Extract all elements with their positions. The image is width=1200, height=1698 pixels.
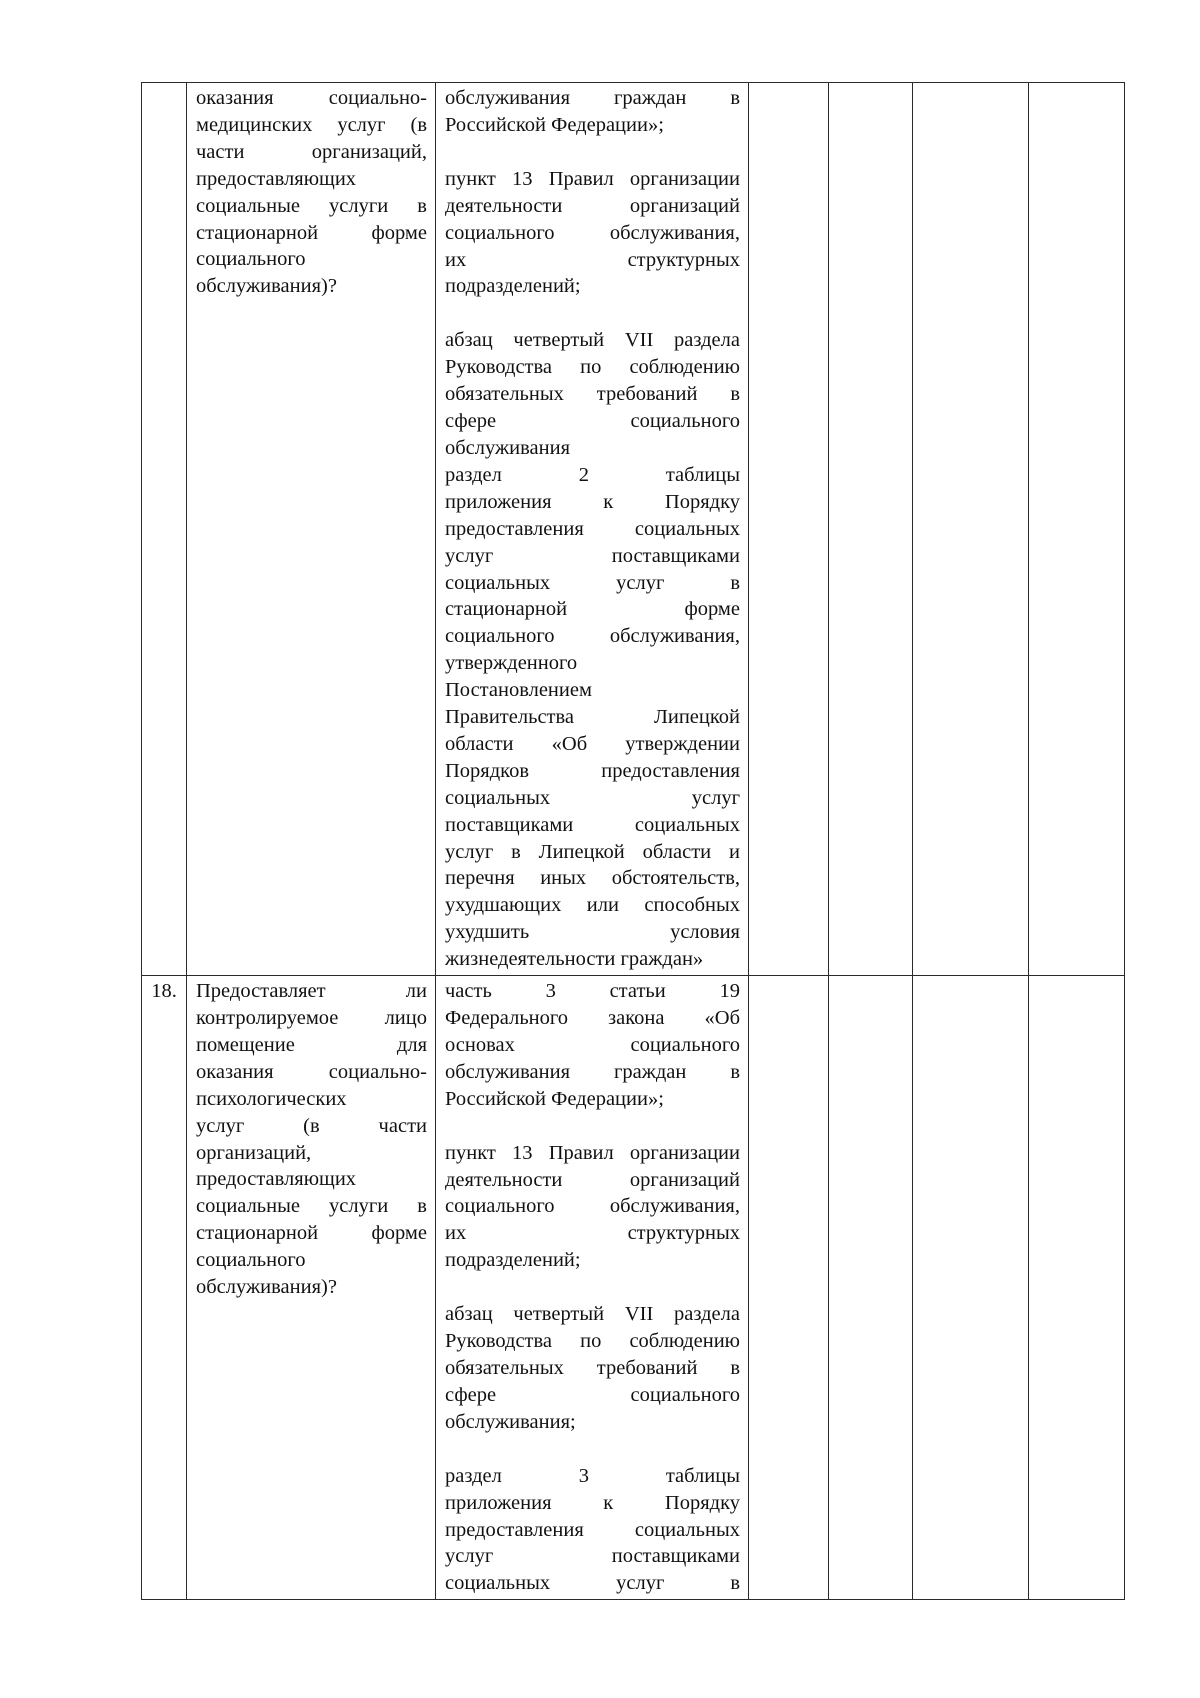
reference-paragraph — [445, 978, 740, 1113]
text-line: оказания социально- — [196, 87, 427, 109]
text-line: помещение для — [196, 1033, 427, 1056]
checklist-table — [141, 82, 1125, 1600]
text-line: предоставляющих — [196, 1168, 357, 1191]
text-line: социальные услуги в — [196, 194, 427, 217]
text-line: Российской Федерации»; — [445, 1087, 664, 1110]
text-line: обслуживания граждан в — [445, 1060, 740, 1083]
legal-reference-cell — [436, 976, 749, 1600]
row-number: 18. — [151, 980, 177, 1003]
text-line: пункт 13 Правил организации — [445, 1141, 740, 1164]
text-line: услуг (в части — [196, 1114, 427, 1137]
text-line: социальных услуг в — [445, 1572, 740, 1595]
text-line: перечня иных обстоятельств, — [445, 867, 740, 890]
text-line: Порядков предоставления — [445, 759, 740, 782]
text-line: часть 3 статьи 19 — [445, 980, 740, 1003]
text-line: организаций, — [196, 1141, 312, 1164]
text-line: услуг поставщиками — [445, 544, 740, 567]
text-line: социального обслуживания, — [445, 221, 740, 244]
text-line: психологических — [196, 1087, 347, 1110]
question-text — [196, 85, 427, 300]
question-cell — [187, 83, 436, 976]
text-line: обслуживания; — [445, 1410, 576, 1433]
text-line: приложения к Порядку — [445, 490, 740, 513]
text-line: Постановлением — [445, 679, 592, 702]
text-line: социальных услуг в — [445, 571, 740, 594]
text-line: абзац четвертый VII раздела — [445, 329, 740, 352]
text-line: подразделений; — [445, 275, 581, 298]
text-line: услуг поставщиками — [445, 1545, 740, 1568]
question-cell — [187, 976, 436, 1600]
text-line: сфере социального — [445, 410, 740, 433]
question-text — [196, 978, 427, 1301]
text-line: стационарной форме — [196, 221, 427, 244]
empty-cell — [913, 976, 1029, 1600]
text-line: жизнедеятельности граждан» — [445, 948, 704, 971]
reference-paragraph — [445, 327, 740, 973]
text-line: подразделений; — [445, 1249, 581, 1272]
text-line: социального — [196, 1249, 306, 1272]
text-line: обслуживания — [445, 436, 571, 459]
text-line: Предоставляет ли — [196, 980, 427, 1003]
text-line: предоставления социальных — [445, 517, 740, 540]
text-line: деятельности организаций — [445, 1168, 740, 1191]
empty-cell — [1029, 83, 1125, 976]
text-line: ухудшить условия — [445, 921, 740, 944]
text-line: социального обслуживания, — [445, 625, 740, 648]
text-line: приложения к Порядку — [445, 1491, 740, 1514]
text-line: медицинских услуг (в — [196, 113, 427, 136]
empty-cell — [749, 976, 829, 1600]
text-line: Руководства по соблюдению — [445, 1330, 740, 1353]
text-line: абзац четвертый VII раздела — [445, 1303, 740, 1326]
text-line: социального обслуживания, — [445, 1195, 740, 1218]
reference-paragraph — [445, 1301, 740, 1436]
empty-cell — [1029, 976, 1125, 1600]
text-line: основах социального — [445, 1033, 740, 1056]
text-line: части организаций, — [196, 140, 427, 163]
text-line: поставщиками социальных — [445, 813, 740, 836]
text-line: предоставления социальных — [445, 1518, 740, 1541]
reference-paragraph — [445, 166, 740, 301]
text-line: утвержденного — [445, 652, 578, 675]
table-row — [142, 976, 1125, 1600]
text-line: обязательных требований в — [445, 1356, 740, 1379]
text-line: Российской Федерации»; — [445, 113, 664, 136]
text-line: социального — [196, 248, 306, 271]
text-line: стационарной форме — [445, 598, 740, 621]
reference-paragraph — [445, 85, 740, 139]
text-line: контролируемое лицо — [196, 1007, 427, 1029]
text-line: обслуживания)? — [196, 275, 337, 298]
legal-reference-cell — [436, 83, 749, 976]
text-line: стационарной форме — [196, 1222, 427, 1245]
row-number-cell — [142, 976, 187, 1600]
reference-paragraph — [445, 1463, 740, 1598]
text-line: обслуживания)? — [196, 1276, 337, 1299]
text-line: обслуживания граждан в — [445, 87, 740, 109]
row-number-cell — [142, 83, 187, 976]
text-line: социальных услуг — [445, 786, 740, 809]
table-row — [142, 83, 1125, 976]
text-line: их структурных — [445, 248, 740, 271]
text-line: ухудшающих или способных — [445, 894, 740, 917]
text-line: услуг в Липецкой области и — [445, 840, 740, 863]
text-line: предоставляющих — [196, 167, 357, 190]
text-line: их структурных — [445, 1222, 740, 1245]
empty-cell — [749, 83, 829, 976]
text-line: области «Об утверждении — [445, 732, 740, 755]
text-line: раздел 3 таблицы — [445, 1464, 740, 1487]
text-line: деятельности организаций — [445, 194, 740, 217]
empty-cell — [829, 83, 913, 976]
text-line: Правительства Липецкой — [445, 706, 740, 729]
text-line: Руководства по соблюдению — [445, 356, 740, 379]
text-line: сфере социального — [445, 1383, 740, 1406]
empty-cell — [829, 976, 913, 1600]
reference-paragraph — [445, 1140, 740, 1275]
text-line: пункт 13 Правил организации — [445, 167, 740, 190]
text-line: Федерального закона «Об — [445, 1007, 740, 1029]
text-line: обязательных требований в — [445, 383, 740, 406]
empty-cell — [913, 83, 1029, 976]
text-line: оказания социально- — [196, 1060, 427, 1083]
text-line: раздел 2 таблицы — [445, 463, 740, 486]
text-line: социальные услуги в — [196, 1195, 427, 1218]
